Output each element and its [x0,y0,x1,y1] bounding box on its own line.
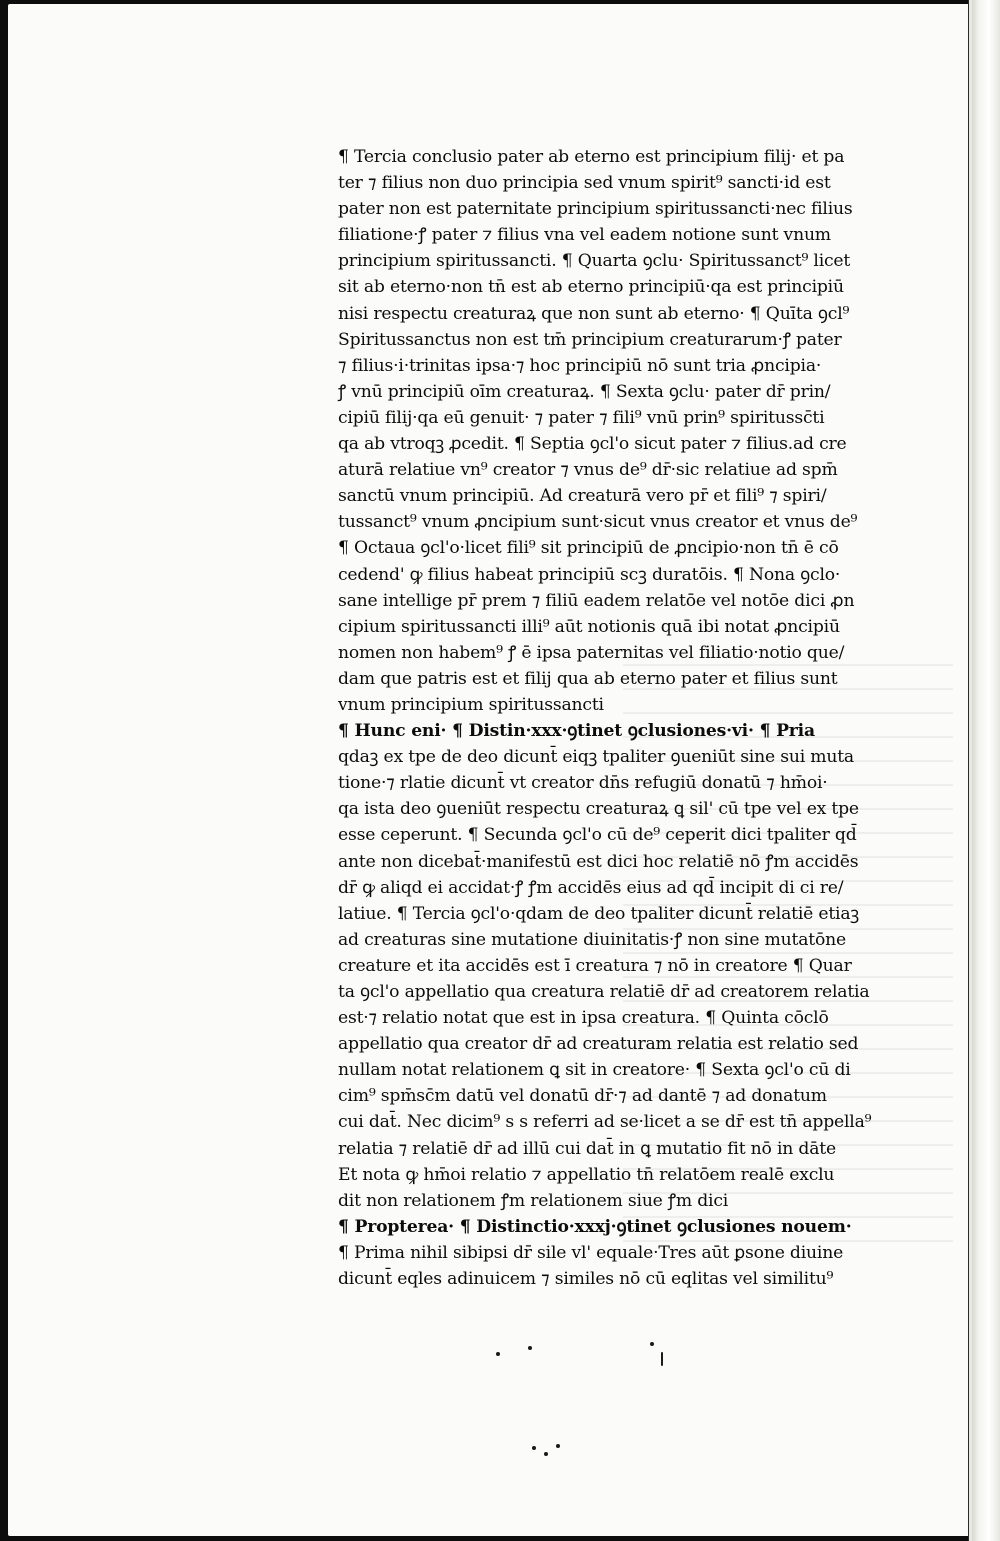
text-line: appellatio qua creator dr̄ ad creaturam relatia est relatio sed [338,1034,859,1055]
text-line: nullam notat relationem ꝗ sit in creatore· ¶ Sexta ꝯcl'o cū di [338,1060,851,1081]
ink-speck [496,1352,500,1356]
text-line: qdaꝫ ex tpe de deo dicunt̄ eiqꝫ tpaliter ꝯueniūt sine sui muta [338,747,854,768]
ink-speck [556,1444,560,1448]
text-line: Spiritussanctus non est tm̄ principium creaturarum·ꝭ pater [338,329,842,350]
text-line: qa ab vtroqꝫ ꝓcedit. ¶ Septia ꝯcl'o sicut pater ⁊ filius.ad cre [338,434,847,455]
text-line: pater non est paternitate principium spiritussancti·nec filius [338,199,853,220]
text-line: nisi respectu creaturaꝝ que non sunt ab eterno· ¶ Quīta ꝯcl⁹ [338,303,850,324]
section-heading-line: ¶ Hunc eni· ¶ Distin·xxx·ꝯtinet ꝯclusiones·vi· ¶ Pria [338,721,815,742]
page-text-column [338,144,928,1292]
text-line: cim⁹ spm̄sc̄m datū vel donatū dr̄·⁊ ad dantē ⁊ ad donatum [338,1086,827,1107]
text-line: nomen non habem⁹ ꝭ ē ipsa paternitas vel filiatio·notio que/ [338,642,845,663]
ink-speck [528,1346,532,1350]
adjacent-page-fold [972,0,1000,1541]
text-line: ⁊ filius·i·trinitas ipsa·⁊ hoc principiū nō sunt tria ꝓncipia· [338,355,822,376]
text-line: cedend' ꝙ filius habeat principiū scꝫ duratōis. ¶ Nona ꝯclo· [338,564,841,585]
text-line: cipium spiritussancti illi⁹ aūt notionis quā ibi notat ꝓncipiū [338,616,840,637]
text-line: principium spiritussancti. ¶ Quarta ꝯclu· Spiritussanct⁹ licet [338,251,851,272]
section-heading-line: ¶ Propterea· ¶ Distinctio·xxxj·ꝯtinet ꝯclusiones nouem· [338,1216,852,1237]
text-line: dicunt̄ eqles adinuicem ⁊ similes nō cū eqlitas vel similitu⁹ [338,1269,834,1290]
text-line: sit ab eterno·non tn̄ est ab eterno principiū·qa est principiū [338,277,844,298]
text-line: ¶ Prima nihil sibipsi dr̄ sile vl' equale·Tres aūt ꝑsone diuine [338,1242,844,1263]
text-line: qa ista deo ꝯueniūt respectu creaturaꝝ ꝗ sil' cū tpe vel ex tpe [338,799,859,820]
text-line: ante non dicebat̄·manifestū est dici hoc relatiē nō ꝭm accidēs [338,851,859,872]
text-line: ter ⁊ filius non duo principia sed vnum spirit⁹ sancti·id est [338,173,831,194]
text-line: ¶ Octaua ꝯcl'o·licet fili⁹ sit principiū de ꝓncipio·non tn̄ ē cō [338,538,839,559]
text-line: ad creaturas sine mutatione diuinitatis·ꝭ non sine mutatōne [338,929,846,950]
text-line: relatia ⁊ relatiē dr̄ ad illū cui dat̄ in ꝗ mutatio fit nō in dāte [338,1138,836,1159]
ink-speck [650,1342,654,1346]
ink-speck [532,1446,536,1450]
text-line: est·⁊ relatio notat que est in ipsa creatura. ¶ Quinta cōclō [338,1008,829,1029]
text-line: creature et ita accidēs est ī creatura ⁊ nō in creatore ¶ Quar [338,955,852,976]
book-page [8,4,976,1536]
text-line: aturā relatiue vn⁹ creator ⁊ vnus de⁹ dr̄·sic relatiue ad spm̄ [338,460,838,481]
text-line: Et nota ꝙ hm̄oi relatio ⁊ appellatio tn̄ relatōem realē exclu [338,1164,835,1185]
text-line: ¶ Tercia conclusio pater ab eterno est principium filij· et pa [338,147,845,167]
text-line: vnum principium spiritussancti [338,694,604,715]
text-line: esse ceperunt. ¶ Secunda ꝯcl'o cū de⁹ ceperit dici tpaliter qd̄ [338,825,857,846]
text-line: filiatione·ꝭ pater ⁊ filius vna vel eadem notione sunt vnum [338,225,831,246]
text-line: sane intellige pr̄ prem ⁊ filiū eadem relatōe vel notōe dici ꝓn [338,590,855,611]
text-line: dam que patris est et filij qua ab eterno pater et filius sunt [338,668,838,689]
text-line: sanctū vnum principiū. Ad creaturā vero pr̄ et fili⁹ ⁊ spiri/ [338,486,827,507]
text-line: latiue. ¶ Tercia ꝯcl'o·qdam de deo tpaliter dicunt̄ relatiē etiaꝫ [338,903,859,924]
text-line: tione·⁊ rlatie dicunt̄ vt creator dn̄s refugiū donatū ⁊ hm̄oi· [338,773,828,794]
ink-speck [544,1452,548,1456]
text-line: dit non relationem ꝭm relationem siue ꝭm dici [338,1190,729,1211]
text-line: ꝭ vnū principiū oīm creaturaꝝ. ¶ Sexta ꝯclu· pater dr̄ prin/ [338,381,831,402]
text-line: dr̄ ꝙ aliqd ei accidat·ꝭ ꝭm accidēs eius ad qd̄ incipit di ci re/ [338,877,844,898]
text-line: ta ꝯcl'o appellatio qua creatura relatiē dr̄ ad creatorem relatia [338,982,870,1002]
ink-speck [661,1352,663,1366]
text-line: cui dat̄. Nec dicim⁹ s s referri ad se·licet a se dr̄ est tn̄ appella⁹ [338,1112,872,1133]
text-line: tussanct⁹ vnum ꝓncipium sunt·sicut vnus creator et vnus de⁹ [338,512,858,533]
text-line: cipiū filij·qa eū genuit· ⁊ pater ⁊ fili⁹ vnū prin⁹ spiritussc̄ti [338,407,825,428]
